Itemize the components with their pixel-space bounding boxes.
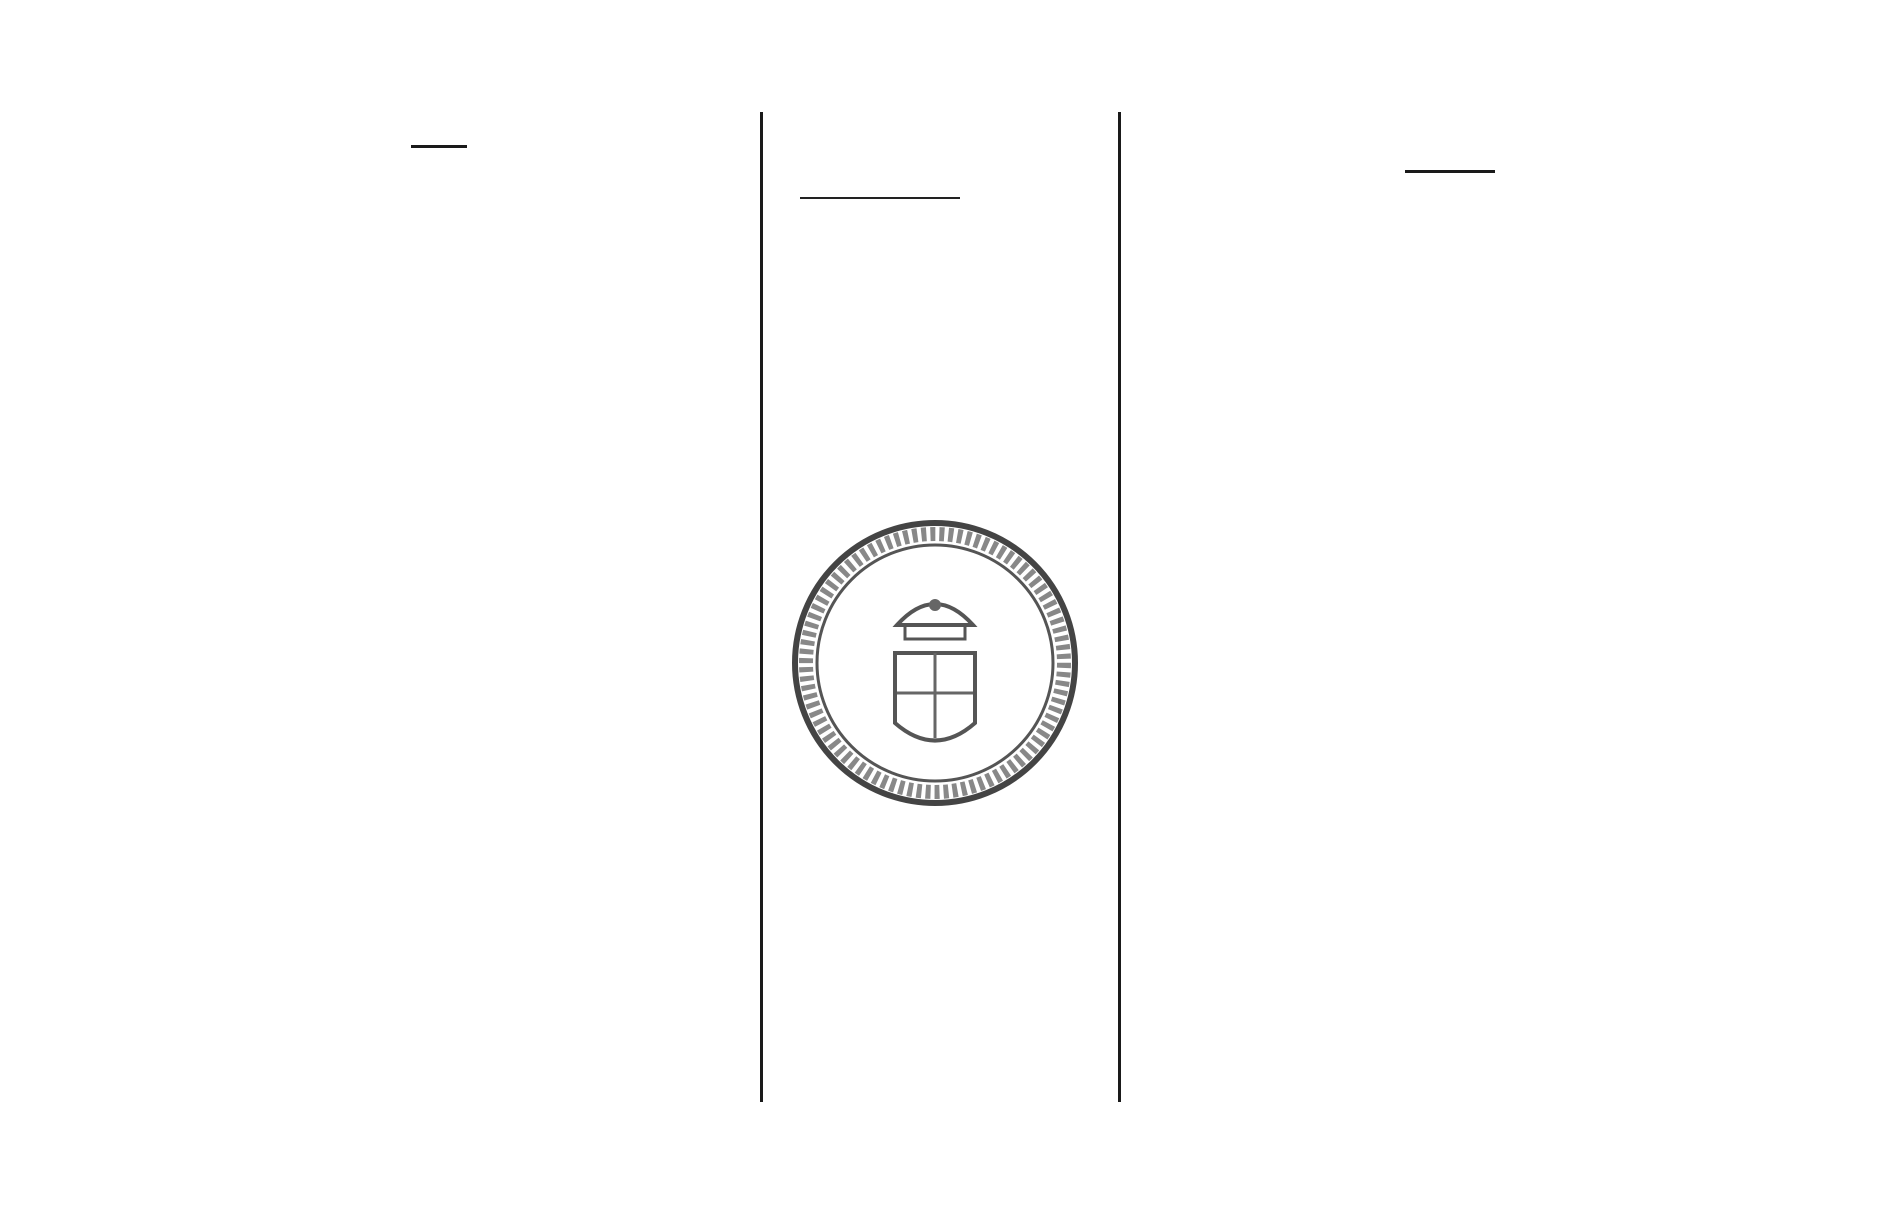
capital-panel: [1125, 115, 1775, 1100]
ticket-number: [800, 177, 1115, 205]
capital-rule: [1405, 170, 1495, 173]
lottery-panel: [765, 115, 1115, 1100]
committee-seal-icon: [785, 513, 1085, 813]
number-value: [800, 197, 960, 199]
title-rule: [411, 145, 467, 148]
right-divider: [1118, 112, 1121, 1102]
decree-panel: [120, 115, 758, 1100]
left-divider: [760, 112, 763, 1102]
